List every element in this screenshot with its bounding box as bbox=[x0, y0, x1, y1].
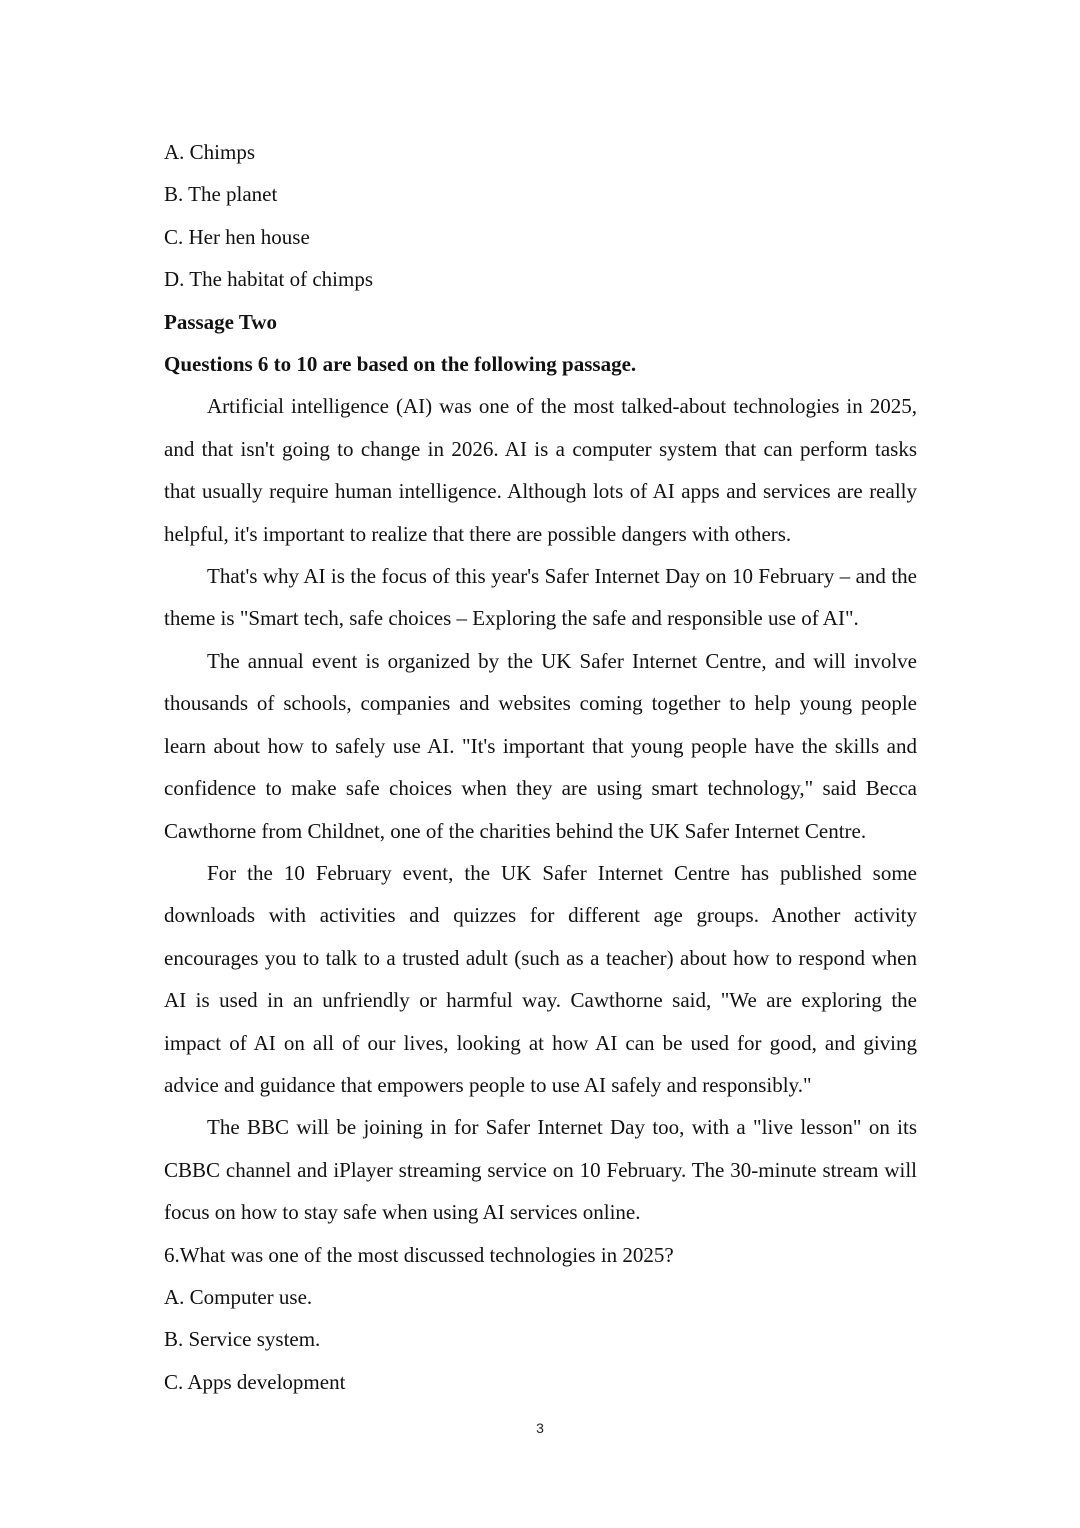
option-b: B. The planet bbox=[164, 182, 278, 207]
page-content bbox=[164, 131, 917, 1403]
passage-instruction: Questions 6 to 10 are based on the following passage. bbox=[164, 352, 637, 377]
question-6-option-c: C. Apps development bbox=[164, 1369, 346, 1394]
option-a: A. Chimps bbox=[164, 140, 256, 164]
option-c: C. Her hen house bbox=[164, 224, 310, 249]
passage-paragraph-5: The BBC will be joining in for Safer Internet Day too, with a "live lesson" on its CBBC channel and iPlayer streaming service on 10 February. The 30-minute stream will focus on how to stay safe when using AI services online. bbox=[164, 1115, 917, 1225]
passage-paragraph-4: For the 10 February event, the UK Safer Internet Centre has published some downloads with activities and quizzes for different age groups. Another activity encourages you to talk to a trusted adult (such as a teacher) about how to respond when AI is used in an unfriendly or harmful way. Cawthorne said, "We are exploring the impact of AI on all of our lives, looking at how AI can be used for good, and giving advice and guidance that empowers people to use AI safely and responsibly." bbox=[164, 860, 917, 1097]
passage-paragraph-2: That's why AI is the focus of this year's Safer Internet Day on 10 February – and the theme is "Smart tech, safe choices – Exploring the safe and responsible use of AI". bbox=[164, 564, 917, 631]
passage-paragraph-1: Artificial intelligence (AI) was one of the most talked-about technologies in 2025, and that isn't going to change in 2026. AI is a computer system that can perform tasks that usually require human intelligence. Although lots of AI apps and services are really helpful, it's important to realize that there are possible dangers with others. bbox=[164, 394, 917, 546]
question-6-option-b: B. Service system. bbox=[164, 1327, 321, 1352]
question-6-stem: 6.What was one of the most discussed technologies in 2025? bbox=[164, 1242, 674, 1267]
page-number: 3 bbox=[536, 1420, 544, 1436]
option-d: D. The habitat of chimps bbox=[164, 267, 373, 292]
question-6-option-a: A. Computer use. bbox=[164, 1284, 313, 1309]
passage-paragraph-3: The annual event is organized by the UK Safer Internet Centre, and will involve thousands of schools, companies and websites coming together to help young people learn about how to safely use AI. "It's important that young people have the skills and confidence to make safe choices when they are using smart technology," said Becca Cawthorne from Childnet, one of the charities behind the UK Safer Internet Centre. bbox=[164, 648, 917, 843]
passage-heading: Passage Two bbox=[164, 309, 277, 334]
